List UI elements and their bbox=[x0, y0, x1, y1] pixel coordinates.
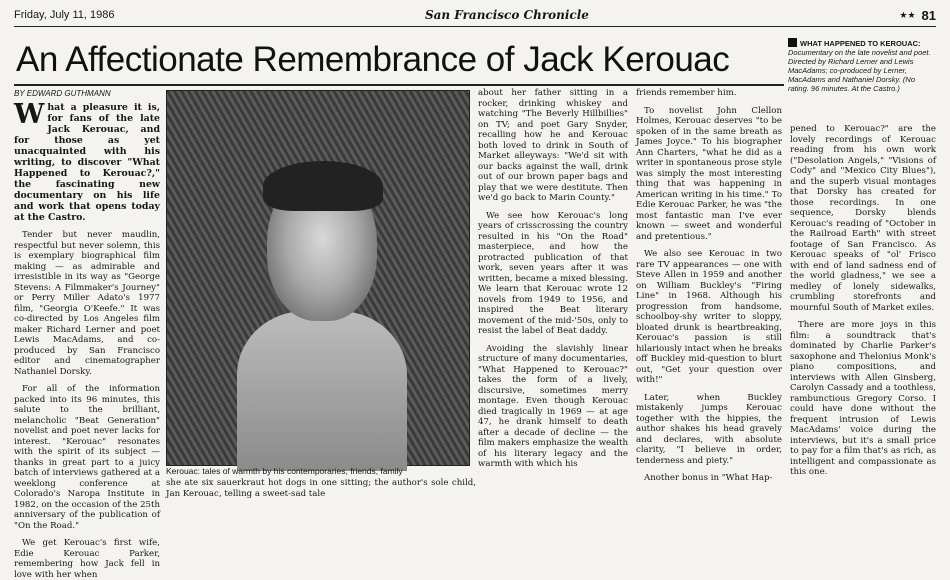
photo-caption: Kerouac: tales of warmth by his contemporaries, friends, family bbox=[166, 466, 403, 476]
paragraph: To novelist John Clellon Holmes, Kerouac deserves "to be spoken of in the same breath as James Joyce." To his biographer Ann Charters, "what he did as a writer in spontaneous prose style was simply the most interesting thing that was happening in American writing in his time." To Edie Kerouac Parker, he was "the most fantastic man I've ever known — sweet and wonderful and pretentious." bbox=[636, 105, 782, 242]
paragraph: Later, when Buckley mistakenly jumps Kerouac together with the hippies, the author shakes his head gravely and declares, with absolute clarity, "I believe in order, tenderness and piety." bbox=[636, 392, 782, 466]
paragraph: Another bonus in "What Hap- bbox=[644, 473, 773, 483]
paragraph: Tender but never maudlin, respectful but never solemn, this is exemplary biographical film making — as admirable and irresistible in its way as "George Stevens: A Filmmaker's Journey" or Perry Miller Adato's 1977 film, "Georgia O'Keefe." It was co-directed by Los Angeles film maker Richard Lerner and poet Lewis MacAdams, and co-produced by San Francisco editor and cinematographer Nathaniel Dorsky. bbox=[14, 230, 160, 377]
photo-figure-hair bbox=[263, 161, 383, 211]
header-right bbox=[899, 8, 936, 23]
column-3 bbox=[636, 88, 782, 488]
photo-figure-shirt bbox=[237, 311, 407, 471]
column-4 bbox=[790, 124, 936, 488]
info-box-title: WHAT HAPPENED TO KEROUAC: bbox=[800, 39, 921, 48]
paragraph: pened to Kerouac?" are the lovely recordings of Kerouac reading from his own work ("Desolation Angels," "Visions of Cody" and "Mexico City Blues"), and the superb visual montages that Dorsky has created for those recordings. In one sequence, Dorsky blends Kerouac's reading of "October in the Railroad Earth" with street footage of San Francisco. As Kerouac speaks of "ol' Frisco with end of land sadness end of the world gladness," we see a medley of lonely sidewalks, crumbling storefronts and mournful South of Market exiles. bbox=[790, 124, 936, 313]
paragraph: There are more joys in this film: a soundtrack that's dominated by Charlie Parker's saxophone and Thelonius Monk's piano compositions, and interviews with Allen Ginsberg, Carolyn Cassady and a toothless, rambunctious Gregory Corso. I could have done without the frequent intrusion of Lewis MacAdams' voice during the interviews, but it's a small price to pay for a film that's as rich, as intelligent and compassionate as this one. bbox=[790, 320, 936, 477]
page-number: 81 bbox=[921, 7, 936, 23]
paragraph: friends remember him. bbox=[636, 88, 737, 98]
column-2 bbox=[478, 88, 628, 476]
square-bullet-icon bbox=[788, 38, 797, 47]
headline-rule bbox=[14, 84, 784, 86]
headline: An Affectionate Remembrance of Jack Kerouac bbox=[16, 40, 730, 79]
paragraph: We also see Kerouac in two rare TV appearances — one with Steve Allen in 1959 and another on William Buckley's "Firing Line" in 1968. Although his progression from handsome, schoolboy-shy writer to sloppy, bloated drunk is heartbreaking, Kerouac's passion is still hilariously intact when he breaks off Buckley mid-question to blurt out, "Get your question over with!" bbox=[636, 249, 782, 385]
lead-text: hat a pleasure it is, for fans of the late Jack Kerouac, and for those as yet unacquainted with his writing, to discover "What Happened to Kerouac?," the fascinating new documentary on his life and work that opens today at the Castro. bbox=[14, 102, 160, 223]
header-rule bbox=[14, 26, 936, 27]
paragraph: We get Kerouac's first wife, Edie Kerouac Parker, remembering how Jack fell in love with her when bbox=[14, 538, 160, 580]
paragraph: about her father sitting in a rocker, drinking whiskey and watching "The Beverly Hillbillies" on TV; and poet Gary Snyder, recalling how he and Kerouac both loved to drink in South of Market alleyways: "We'd sit with our backs against the wall, drink out of our brown paper bags and play that we were destitute. Then we'd go back to Marin County." bbox=[478, 88, 628, 203]
page-header bbox=[14, 6, 936, 24]
paragraph: she ate six sauerkraut hot dogs in one sitting; the author's sole child, Jan Kerouac, telling a sweet-sad tale bbox=[166, 478, 476, 499]
drop-cap: W bbox=[14, 99, 45, 130]
info-box-rating: (No rating. 96 minutes. At the Castro.) bbox=[788, 75, 916, 93]
info-box-body: Documentary on the late novelist and poet. Directed by Richard Lerner and Lewis MacAdams; co-produced by Lerner, MacAdams and Nathaniel Dorsky. bbox=[788, 48, 931, 84]
review-info-box bbox=[788, 38, 936, 93]
byline: BY EDWARD GUTHMANN bbox=[14, 89, 111, 98]
edition-stars: ★★ bbox=[899, 9, 916, 20]
paragraph: We see how Kerouac's long years of crisscrossing the country resulted in his "On the Road" masterpiece, and how the protracted publication of that work, seven years after it was written, became a mixed blessing. We learn that Kerouac wrote 12 novels from 1949 to 1956, and inspired the Beat literary movement of the mid-'50s, only to resist the label of Beat daddy. bbox=[478, 210, 628, 336]
paragraph: Avoiding the slavishly linear structure of many documentaries, "What Happened to Kerouac?" takes the form of a lively, discursive, sometimes merry montage. Even though Kerouac died tragically in 1969 — at age 47, he drank himself to death after a decade of decline — the film makers emphasize the wealth of his literary legacy and the warmth with which his bbox=[478, 343, 628, 469]
lead-paragraph bbox=[14, 99, 160, 223]
kerouac-photo bbox=[166, 90, 470, 466]
masthead: San Francisco Chronicle bbox=[424, 8, 589, 22]
under-photo-text bbox=[166, 478, 476, 499]
paragraph: For all of the information packed into its 96 minutes, this salute to the brilliant, melancholic "Beat Generation" novelist and poet never lacks for interest. "Kerouac" resonates with the spirit of its subject — thanks in great part to a juicy batch of interviews gathered at a weeklong conference at Colorado's Naropa Institute in 1982, on the occasion of the 25th anniversary of the publication of "On the Road." bbox=[14, 384, 160, 531]
issue-date: Friday, July 11, 1986 bbox=[14, 9, 115, 21]
column-1 bbox=[14, 99, 160, 580]
